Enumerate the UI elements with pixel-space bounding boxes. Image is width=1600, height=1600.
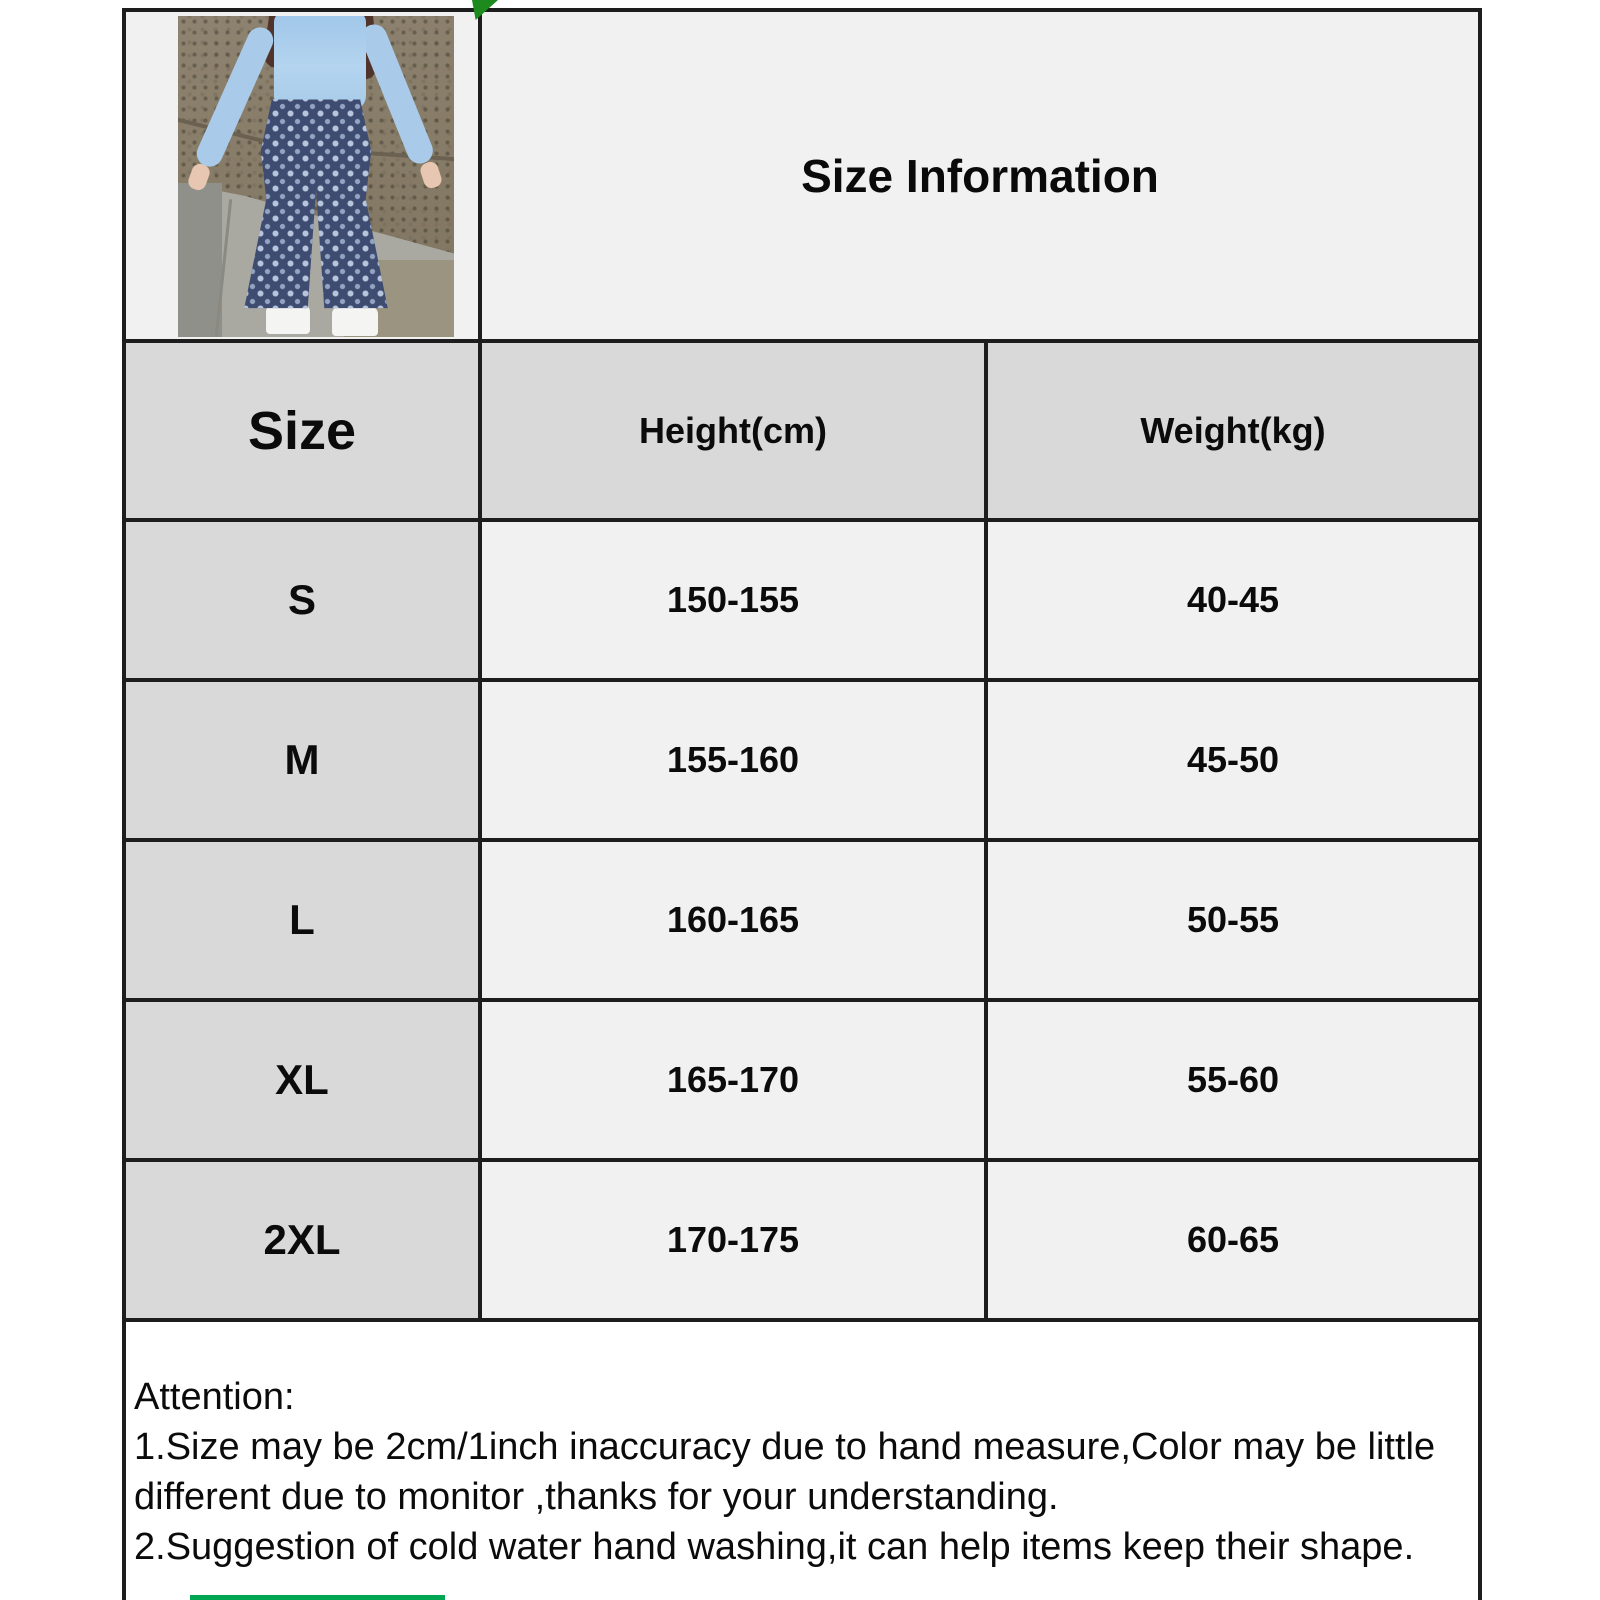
table-row	[124, 680, 1480, 840]
column-header-height: Height(cm)	[480, 341, 986, 520]
attention-heading: Attention:	[134, 1375, 295, 1418]
size-information-table	[122, 8, 1482, 1600]
size-cell: 2XL	[124, 1160, 480, 1320]
column-header-weight: Weight(kg)	[986, 341, 1480, 520]
page-title: Size Information	[801, 149, 1159, 202]
table-row	[124, 840, 1480, 1000]
weight-cell: 55-60	[986, 1000, 1480, 1160]
table-row	[124, 1160, 1480, 1320]
attention-cell	[124, 1320, 1480, 1600]
size-cell: L	[124, 840, 480, 1000]
photo-pavement-strip	[178, 183, 222, 337]
height-cell: 155-160	[480, 680, 986, 840]
height-cell: 170-175	[480, 1160, 986, 1320]
table-row	[124, 520, 1480, 680]
model-blue-top	[274, 16, 366, 110]
attention-row	[124, 1320, 1480, 1600]
model-shoe	[332, 306, 378, 336]
size-cell: S	[124, 520, 480, 680]
column-header-size: Size	[124, 341, 480, 520]
attention-note-1: 1.Size may be 2cm/1inch inaccuracy due to hand measure,Color may be little different due to monitor ,thanks for your understanding.	[134, 1425, 1436, 1518]
attention-block	[126, 1364, 1478, 1573]
weight-cell: 45-50	[986, 680, 1480, 840]
product-photo-cell	[124, 10, 480, 341]
green-bottom-bar	[190, 1595, 445, 1600]
weight-cell: 60-65	[986, 1160, 1480, 1320]
size-cell: XL	[124, 1000, 480, 1160]
height-cell: 160-165	[480, 840, 986, 1000]
size-cell: M	[124, 680, 480, 840]
model-shoe	[266, 304, 310, 334]
weight-cell: 40-45	[986, 520, 1480, 680]
table-row	[124, 1000, 1480, 1160]
product-photo	[178, 16, 454, 337]
title-cell	[480, 10, 1480, 341]
attention-note-2: 2.Suggestion of cold water hand washing,it can help items keep their shape.	[134, 1526, 1415, 1569]
weight-cell: 50-55	[986, 840, 1480, 1000]
height-cell: 150-155	[480, 520, 986, 680]
photo-title-row	[124, 10, 1480, 341]
height-cell: 165-170	[480, 1000, 986, 1160]
table-header-row	[124, 341, 1480, 520]
